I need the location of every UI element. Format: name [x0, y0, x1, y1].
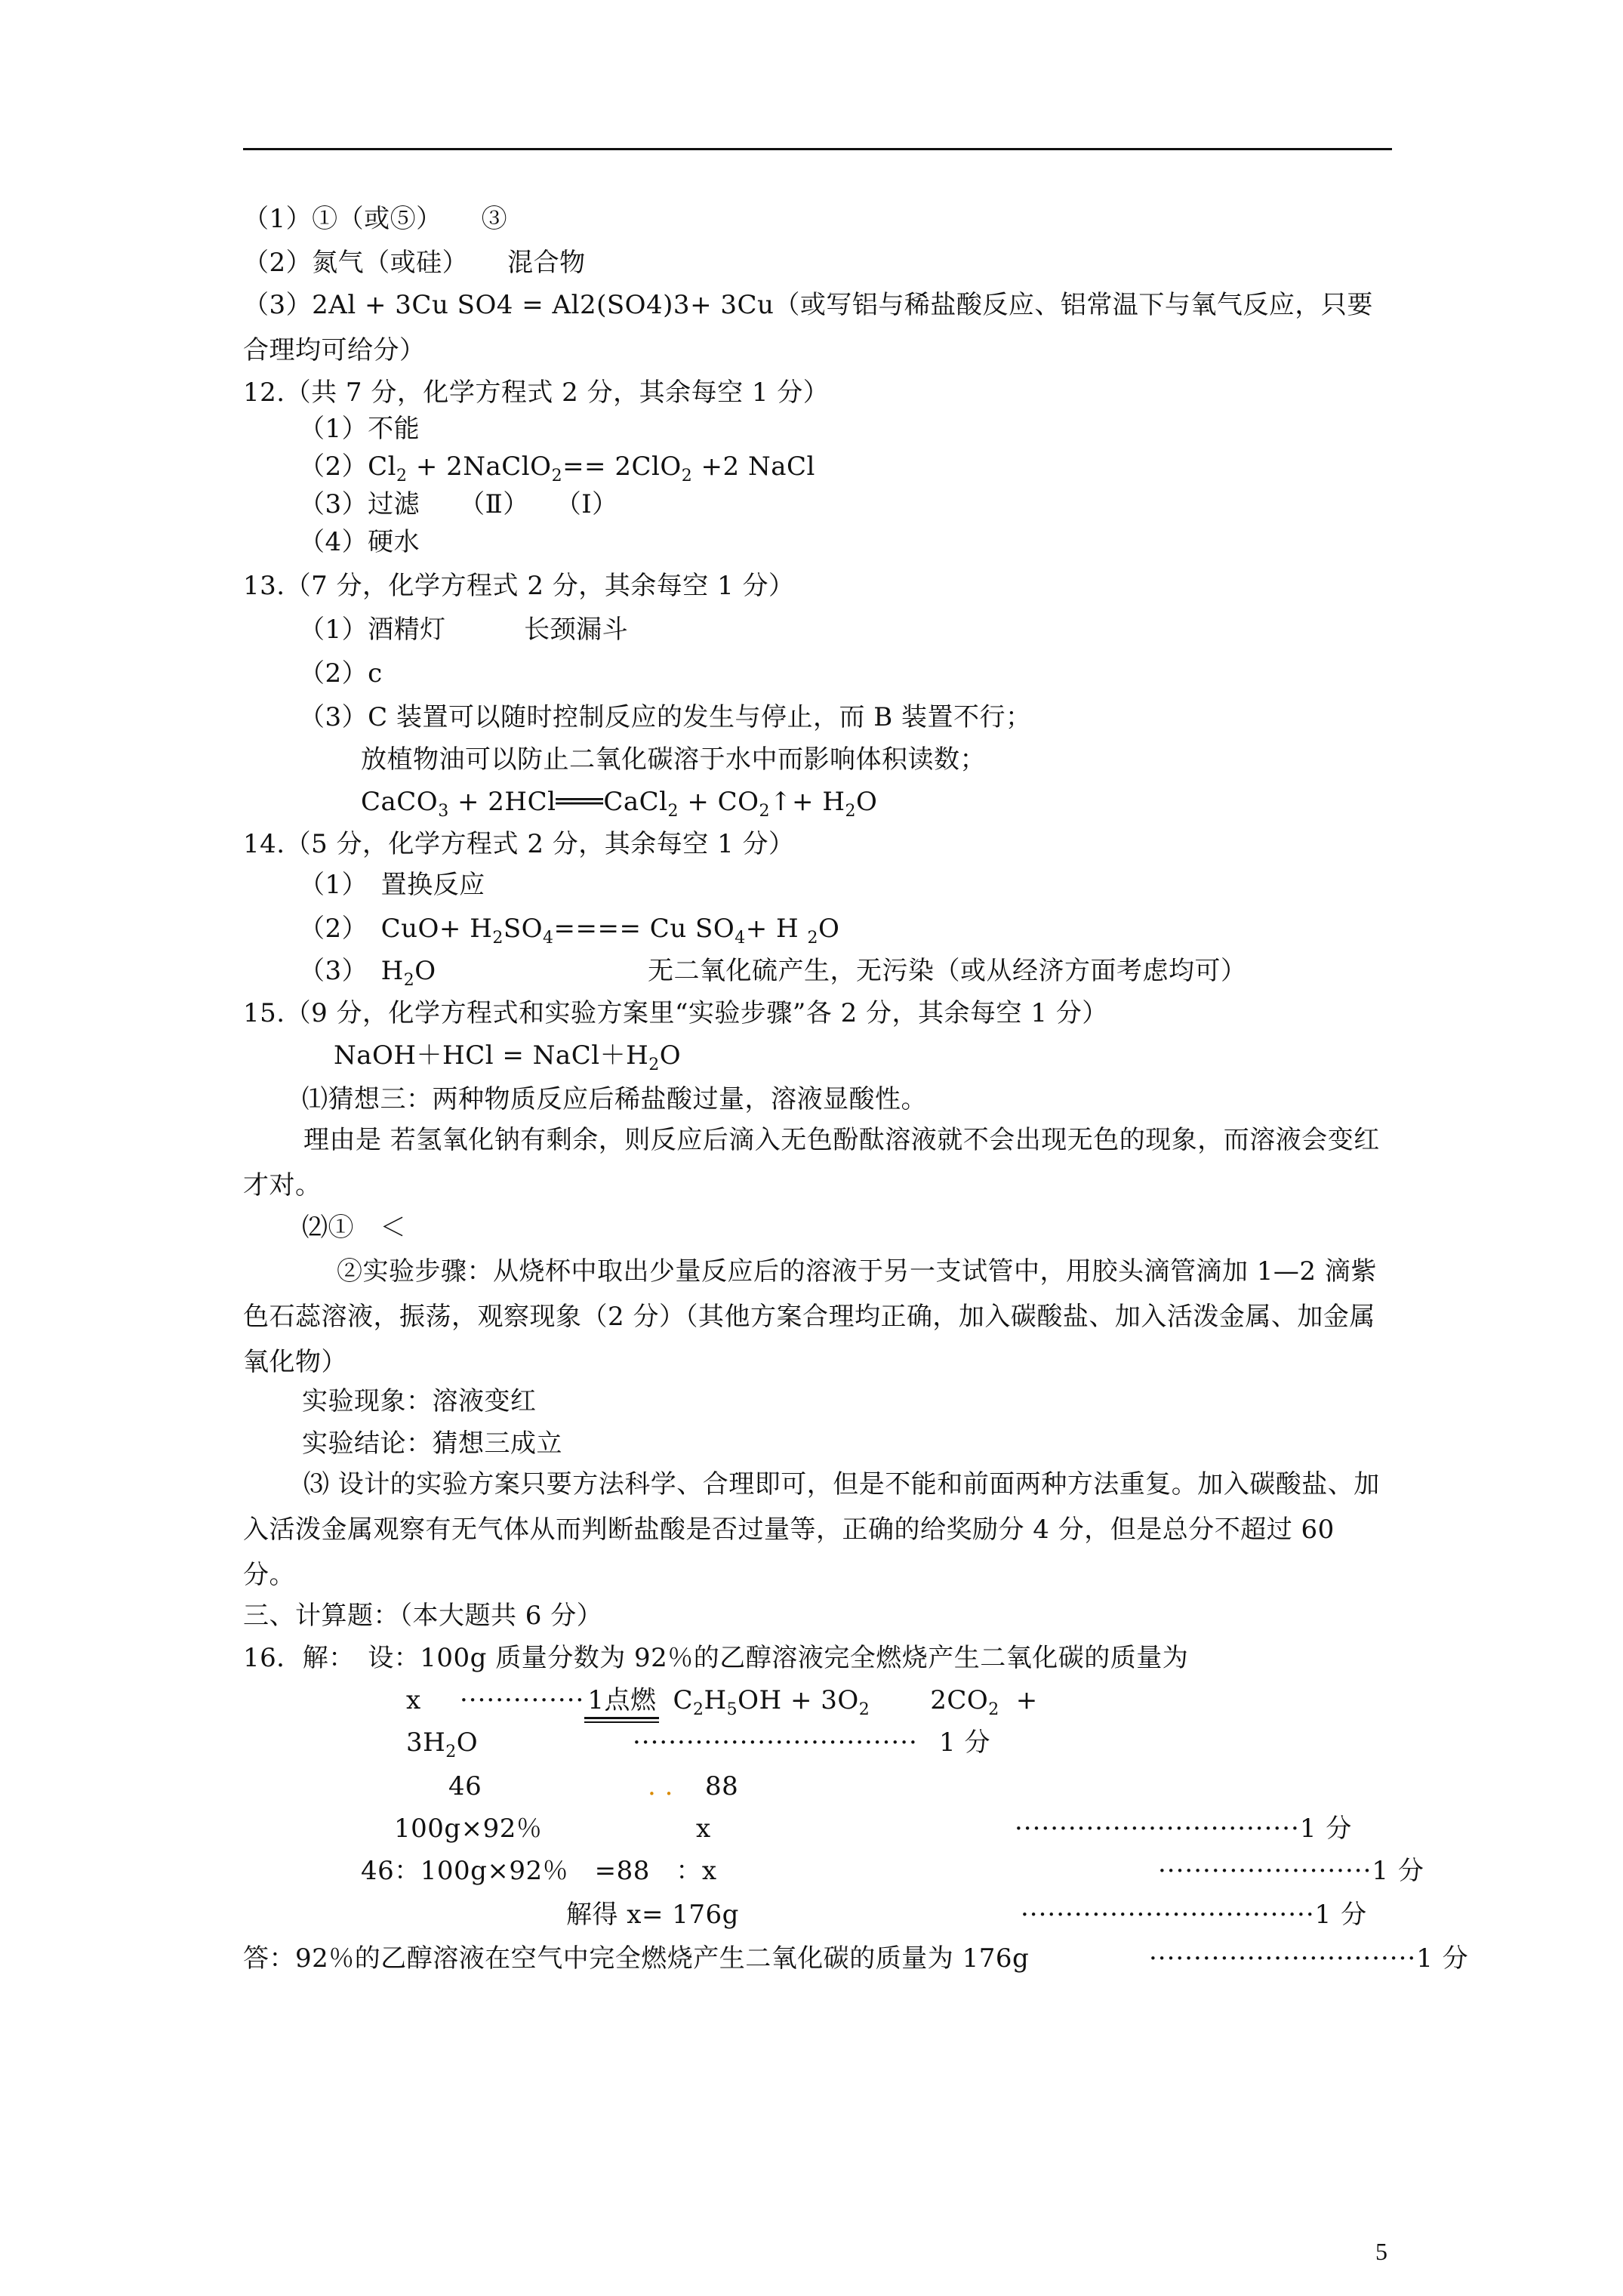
calc-molar-88: 88 [705, 1771, 739, 1801]
answer-11-3: （3）2Al + 3Cu SO4 = Al2(SO4)3+ 3Cu（或写铝与稀盐酸反应、铝常温下与氧气反应，只要合理均可给分） [243, 290, 1373, 365]
calc-ratio: 46：100g×92％ =88 ：x [361, 1856, 717, 1886]
calc-dots-3: ························1 分 [1158, 1856, 1424, 1886]
text: O [818, 914, 840, 944]
subscript: 4 [543, 929, 554, 948]
calc-orange-dots: . . [648, 1771, 673, 1801]
answer-14-1: （1） 置换反应 [299, 870, 485, 900]
answer-12-3: （3）过滤 （Ⅱ） （Ⅰ） [299, 489, 618, 519]
answer-12-1: （1）不能 [299, 414, 420, 444]
answer-15-3: ⑶ 设计的实验方案只要方法科学、合理即可，但是不能和前面两种方法重复。加入碳酸盐、加入活泼金属观察有无气体从而判断盐酸是否过量等，正确的给奖励分 4 分，但是总分不超过 60 分。 [243, 1469, 1380, 1590]
subscript: 2 [667, 802, 679, 821]
subscript: 2 [403, 971, 415, 990]
answer-15-reason: 理由是 若氢氧化钠有剩余，则反应后滴入无色酚酞溶液就不会出现无色的现象，而溶液会变红才对。 [243, 1125, 1380, 1200]
text: + [1015, 1685, 1038, 1715]
question-14-header: 14.（5 分，化学方程式 2 分，其余每空 1 分） [243, 829, 795, 859]
answer-13-3-note: 放植物油可以防止二氧化碳溶于水中而影响体积读数； [361, 744, 986, 775]
answer-13-2: （2）c [299, 658, 383, 689]
text: O [855, 787, 878, 817]
answer-13-3: （3）C 装置可以随时控制反应的发生与停止，而 B 装置不行； [299, 702, 1032, 732]
text: O [659, 1040, 682, 1071]
subscript: 2 [759, 802, 771, 821]
answer-15-1: ⑴猜想三：两种物质反应后稀盐酸过量，溶液显酸性。 [302, 1084, 927, 1114]
subscript: 2 [845, 802, 856, 821]
subscript: 3 [438, 802, 449, 821]
question-12-header: 12.（共 7 分，化学方程式 2 分，其余每空 1 分） [243, 378, 830, 408]
answer-12-4: （4）硬水 [299, 527, 420, 557]
answer-15-2: ⑵① ＜ [302, 1213, 406, 1243]
answer-13-equation [361, 785, 877, 828]
calc-dots-2: ································1 分 [1015, 1814, 1353, 1844]
answer-14-2 [299, 912, 839, 955]
subscript: 2 [807, 929, 818, 948]
header-rule [243, 148, 1392, 150]
subscript: 2 [492, 929, 504, 948]
calc-line-equation [406, 1684, 1038, 1727]
text: OH + 3O [738, 1685, 859, 1715]
calc-line-water [406, 1726, 478, 1769]
calc-solution: 解得 x= 176g [566, 1900, 739, 1930]
subscript: 2 [445, 1743, 457, 1761]
text: （3） H [299, 956, 404, 986]
subscript: 5 [726, 1700, 738, 1719]
answer-15-equation [334, 1039, 681, 1082]
text: CaCO [361, 787, 439, 817]
subscript: 2 [858, 1700, 870, 1719]
text: （2）Cl [299, 451, 397, 482]
calc-molar-46: 46 [448, 1771, 482, 1801]
calc-dots-4: ·································1 分 [1021, 1900, 1368, 1930]
answer-15-phenomenon: 实验现象：溶液变红 [302, 1386, 537, 1416]
text: x [406, 1685, 421, 1715]
answer-15-step: ②实验步骤：从烧杯中取出少量反应后的溶液于另一支试管中，用胶头滴管滴加 1—2 滴紫色石蕊溶液，振荡，观察现象（2 分）（其他方案合理均正确，加入碳酸盐、加入活泼金属、加金属氧化物） [243, 1256, 1377, 1377]
text: ↑+ H [770, 787, 845, 817]
text: O [414, 956, 436, 986]
text: 2CO [930, 1685, 989, 1715]
calc-score-1: 1 分 [939, 1727, 990, 1758]
subscript: 2 [648, 1056, 660, 1074]
answer-11-1: （1）①（或⑤） ③ [243, 204, 508, 234]
answer-15-conclusion: 实验结论：猜想三成立 [302, 1428, 562, 1459]
dots: ·············· [460, 1685, 585, 1715]
calc-dots-1: ································ [633, 1727, 918, 1758]
text: + 2HCl═══CaCl [448, 787, 668, 817]
text: + H [745, 914, 808, 944]
text: C [673, 1685, 693, 1715]
final-answer: 答：92％的乙醇溶液在空气中完全燃烧产生二氧化碳的质量为 176g [243, 1943, 1030, 1974]
page-number: 5 [1375, 2238, 1387, 2265]
subscript: 2 [692, 1700, 704, 1719]
answer-13-1: （1）酒精灯 长颈漏斗 [299, 615, 629, 645]
question-15-header: 15.（9 分，化学方程式和实验方案里“实验步骤”各 2 分，其余每空 1 分） [243, 998, 1108, 1028]
text: + CO [679, 787, 759, 817]
text: NaOH＋HCl = NaCl＋H [334, 1040, 649, 1071]
text: + 2NaClO [407, 451, 552, 482]
answer-14-3 [299, 954, 436, 997]
answer-12-2 [299, 450, 815, 493]
calc-mass: 100g×92％ [394, 1814, 543, 1844]
subscript: 2 [396, 467, 408, 485]
text: H [704, 1685, 727, 1715]
text: SO [503, 914, 544, 944]
text: （2） CuO+ H [299, 914, 493, 944]
calc-x: x [696, 1814, 711, 1844]
answer-11-2: （2）氮气（或硅） 混合物 [243, 248, 586, 278]
subscript: 2 [681, 467, 693, 485]
final-answer-score: ······························1 分 [1149, 1943, 1469, 1974]
text: ==== Cu SO [553, 914, 735, 944]
subscript: 2 [988, 1700, 999, 1719]
text: == 2ClO [562, 451, 682, 482]
text: O [456, 1727, 479, 1758]
question-13-header: 13.（7 分，化学方程式 2 分，其余每空 1 分） [243, 571, 795, 601]
text: +2 NaCl [692, 451, 815, 482]
answer-14-3-reason: 无二氧化硫产生，无污染（或从经济方面考虑均可） [648, 956, 1247, 986]
subscript: 2 [551, 467, 563, 485]
subscript: 4 [735, 929, 746, 948]
text: 3H [406, 1727, 446, 1758]
question-16: 16．解： 设：100g 质量分数为 92％的乙醇溶液完全燃烧产生二氧化碳的质量为 [243, 1643, 1189, 1673]
section-3-header: 三、计算题：（本大题共 6 分） [243, 1601, 603, 1631]
reaction-condition: 1点燃 [584, 1684, 659, 1719]
